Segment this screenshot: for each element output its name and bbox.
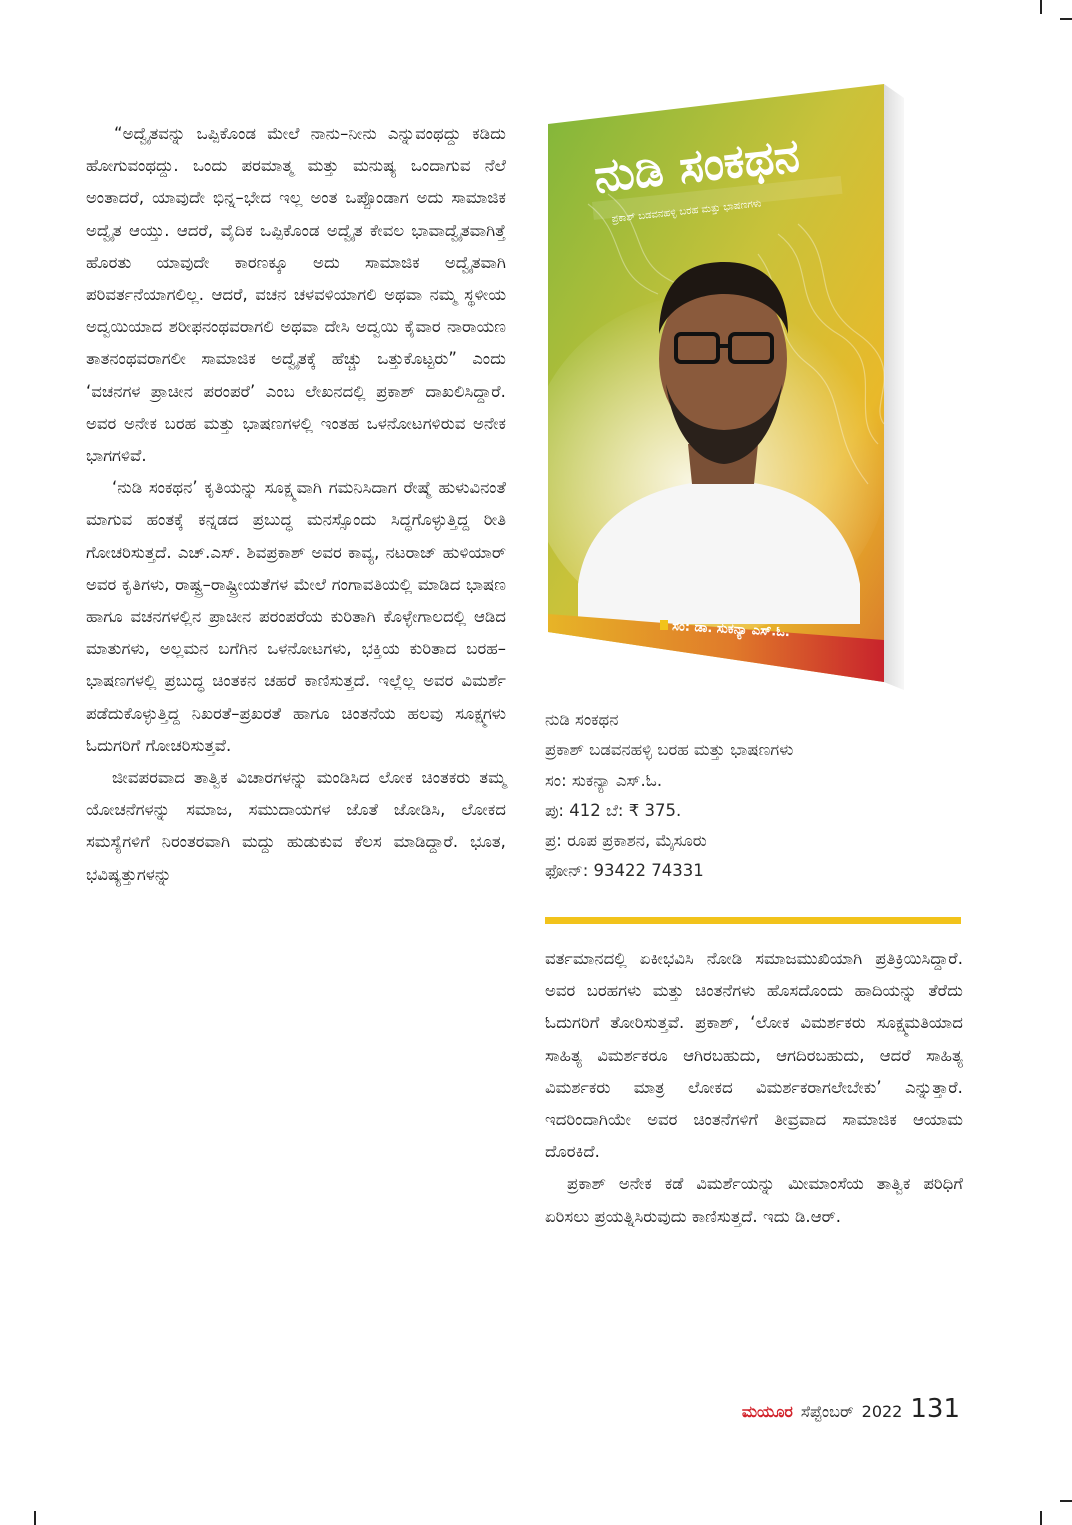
book-cover-image [548, 84, 958, 690]
article-left-column [86, 118, 506, 891]
article-paragraph: ಪ್ರಕಾಶ್ ಅನೇಕ ಕಡೆ ವಿಮರ್ಶೆಯನ್ನು ಮೀಮಾಂಸೆಯ ತಾತ್ವಿಕ ಪರಿಧಿಗೆ ಏರಿಸಲು ಪ್ರಯತ್ನಿಸಿರುವುದು ಕಾಣಿಸುತ್ತದೆ. ಇದು ಡಿ.ಆರ್. [545, 1174, 963, 1226]
cover-bullet-icon [660, 620, 668, 630]
issue-month: ಸೆಪ್ಟೆಂಬರ್ [800, 1402, 854, 1421]
article-paragraph: “ಅದ್ವೈತವನ್ನು ಒಪ್ಪಿಕೊಂಡ ಮೇಲೆ ನಾನು–ನೀನು ಎನ್ನುವಂಥದ್ದು ಕಡಿದು ಹೋಗುವಂಥದ್ದು. ಒಂದು ಪರಮಾತ್ಮ ಮತ್ತು ಮನುಷ್ಯ ಒಂದಾಗುವ ನೆಲೆ ಅಂತಾದರೆ, ಯಾವುದೇ ಭಿನ್ನ–ಭೇದ ಇಲ್ಲ ಅಂತ ಒಪ್ಪೊಂಡಾಗ ಅದು ಸಾಮಾಜಿಕ ಅದ್ವೈತ ಆಯ್ತು. ಆದರೆ, ವೈದಿಕ ಒಪ್ಪಿಕೊಂಡ ಅದ್ವೈತ ಕೇವಲ ಭಾವಾದ್ವೈತವಾಗಿತ್ತೆ ಹೊರತು ಯಾವುದೇ ಕಾರಣಕ್ಕೂ ಅದು ಸಾಮಾಜಿಕ ಅದ್ವೈತವಾಗಿ ಪರಿವರ್ತನೆಯಾಗಲಿಲ್ಲ. ಆದರೆ, ವಚನ ಚಳವಳಿಯಾಗಲಿ ಅಥವಾ ನಮ್ಮ ಸ್ಥಳೀಯ ಅದ್ವಯಿಯಾದ ಶರೀಫನಂಥವರಾಗಲಿ ಅಥವಾ ದೇಸಿ ಅದ್ವಯಿ ಕೈವಾರ ನಾರಾಯಣ ತಾತನಂಥವರಾಗಲೀ ಸಾಮಾಜಿಕ ಅದ್ವೈತಕ್ಕೆ ಹೆಚ್ಚು ಒತ್ತುಕೊಟ್ಟರು” ಎಂದು ‘ವಚನಗಳ ಪ್ರಾಚೀನ ಪರಂಪರೆ’ ಎಂಬ ಲೇಖನದಲ್ಲಿ ಪ್ರಕಾಶ್ ದಾಖಲಿಸಿದ್ದಾರೆ. ಅವರ ಅನೇಕ ಬರಹ ಮತ್ತು ಭಾಷಣಗಳಲ್ಲಿ ಇಂತಹ ಒಳನೋಟಗಳಿರುವ ಅನೇಕ ಭಾಗಗಳಿವೆ. [86, 124, 506, 466]
book-info-title: ನುಡಿ ಸಂಕಥನ [545, 710, 619, 729]
book-info-publisher: ಪ್ರ: ರೂಪ ಪ್ರಕಾಶನ, ಮೈಸೂರು [545, 831, 707, 851]
magazine-logo: ಮಯೂರ [741, 1402, 793, 1421]
article-paragraph: ‘ನುಡಿ ಸಂಕಥನ’ ಕೃತಿಯನ್ನು ಸೂಕ್ಷ್ಮವಾಗಿ ಗಮನಿಸಿದಾಗ ರೇಷ್ಮೆ ಹುಳುವಿನಂತೆ ಮಾಗುವ ಹಂತಕ್ಕೆ ಕನ್ನಡದ ಪ್ರಬುದ್ಧ ಮನಸ್ಸೊಂದು ಸಿದ್ಧಗೊಳ್ಳುತ್ತಿದ್ದ ರೀತಿ ಗೋಚರಿಸುತ್ತದೆ. ಎಚ್.ಎಸ್. ಶಿವಪ್ರಕಾಶ್ ಅವರ ಕಾವ್ಯ, ನಟರಾಜ್ ಹುಳಿಯಾರ್ ಅವರ ಕೃತಿಗಳು, ರಾಷ್ಟ್ರ–ರಾಷ್ಟ್ರೀಯತೆಗಳ ಮೇಲೆ ಗಂಗಾವತಿಯಲ್ಲಿ ಮಾಡಿದ ಭಾಷಣ ಹಾಗೂ ವಚನಗಳಲ್ಲಿನ ಪ್ರಾಚೀನ ಪರಂಪರೆಯ ಕುರಿತಾಗಿ ಕೊಳ್ಳೇಗಾಲದಲ್ಲಿ ಆಡಿದ ಮಾತುಗಳು, ಅಲ್ಲಮನ ಬಗೆಗಿನ ಒಳನೋಟಗಳು, ಭಕ್ತಿಯ ಕುರಿತಾದ ಬರಹ–ಭಾಷಣಗಳಲ್ಲಿ ಪ್ರಬುದ್ಧ ಚಿಂತಕನ ಚಹರೆ ಕಾಣಿಸುತ್ತದೆ. ಇಲ್ಲೆಲ್ಲ ಅವರ ವಿಮರ್ಶೆ ಪಡೆದುಕೊಳ್ಳುತ್ತಿದ್ದ ನಿಖರತೆ–ಪ್ರಖರತೆ ಹಾಗೂ ಚಿಂತನೆಯ ಹಲವು ಸೂಕ್ಷ್ಮಗಳು ಓದುಗರಿಗೆ ಗೋಚರಿಸುತ್ತವೆ. [86, 478, 506, 755]
crop-mark [1060, 18, 1072, 20]
book-info-phone: ಫೋನ್: 93422 74331 [545, 861, 704, 881]
book-info [545, 705, 965, 887]
book-info-editor: ಸಂ: ಸುಕನ್ಯಾ ಎಸ್.ಓ. [545, 770, 663, 790]
book-cover-svg [548, 84, 958, 690]
crop-mark [34, 1511, 36, 1525]
issue-year: 2022 [861, 1402, 903, 1421]
cover-title: ನುಡಿ ಸಂಕಥನ [591, 127, 803, 203]
book-info-description: ಪ್ರಕಾಶ್ ಬಡವನಹಳ್ಳಿ ಬರಹ ಮತ್ತು ಭಾಷಣಗಳು [545, 740, 794, 760]
yellow-divider [545, 917, 961, 924]
book-page-edges [884, 84, 904, 690]
article-right-column [545, 943, 963, 1233]
article-paragraph: ಜೀವಪರವಾದ ತಾತ್ವಿಕ ವಿಚಾರಗಳನ್ನು ಮಂಡಿಸಿದ ಲೋಕ ಚಿಂತಕರು ತಮ್ಮ ಯೋಚನೆಗಳನ್ನು ಸಮಾಜ, ಸಮುದಾಯಗಳ ಜೊತೆ ಜೋಡಿಸಿ, ಲೋಕದ ಸಮಸ್ಯೆಗಳಿಗೆ ನಿರಂತರವಾಗಿ ಮದ್ದು ಹುಡುಕುವ ಕೆಲಸ ಮಾಡಿದ್ದಾರೆ. ಭೂತ, ಭವಿಷ್ಯತ್ತುಗಳನ್ನು [86, 768, 506, 884]
page-number: 131 [910, 1394, 960, 1424]
page-footer [742, 1394, 960, 1424]
crop-mark [1060, 1500, 1072, 1502]
article-paragraph: ವರ್ತಮಾನದಲ್ಲಿ ಏಕೀಭವಿಸಿ ನೋಡಿ ಸಮಾಜಮುಖಿಯಾಗಿ ಪ್ರತಿಕ್ರಿಯಿಸಿದ್ದಾರೆ. ಅವರ ಬರಹಗಳು ಮತ್ತು ಚಿಂತನೆಗಳು ಹೊಸದೊಂದು ಹಾದಿಯನ್ನು ತೆರೆದು ಓದುಗರಿಗೆ ತೋರಿಸುತ್ತವೆ. ಪ್ರಕಾಶ್, ‘ಲೋಕ ವಿಮರ್ಶಕರು ಸೂಕ್ಷ್ಮಮತಿಯಾದ ಸಾಹಿತ್ಯ ವಿಮರ್ಶಕರೂ ಆಗಿರಬಹುದು, ಆಗದಿರಬಹುದು, ಆದರೆ ಸಾಹಿತ್ಯ ವಿಮರ್ಶಕರು ಮಾತ್ರ ಲೋಕದ ವಿಮರ್ಶಕರಾಗಲೇಬೇಕು’ ಎನ್ನುತ್ತಾರೆ. ಇದರಿಂದಾಗಿಯೇ ಅವರ ಚಿಂತನೆಗಳಿಗೆ ತೀವ್ರವಾದ ಸಾಮಾಜಿಕ ಆಯಾಮ ದೊರಕಿದೆ. [545, 949, 963, 1162]
crop-mark [1040, 1511, 1042, 1525]
cover-editor: ಸಂ: ಡಾ. ಸುಕನ್ಯಾ ಎಸ್.ಓ. [671, 619, 791, 641]
cover-subtitle: ಪ್ರಕಾಶ್ ಬಡವನಹಳ್ಳಿ ಬರಹ ಮತ್ತು ಭಾಷಣಗಳು [611, 198, 763, 225]
book-info-pages-price: ಪು: 412 ಬೆ: ₹ 375. [545, 800, 682, 820]
crop-mark [1040, 0, 1042, 14]
